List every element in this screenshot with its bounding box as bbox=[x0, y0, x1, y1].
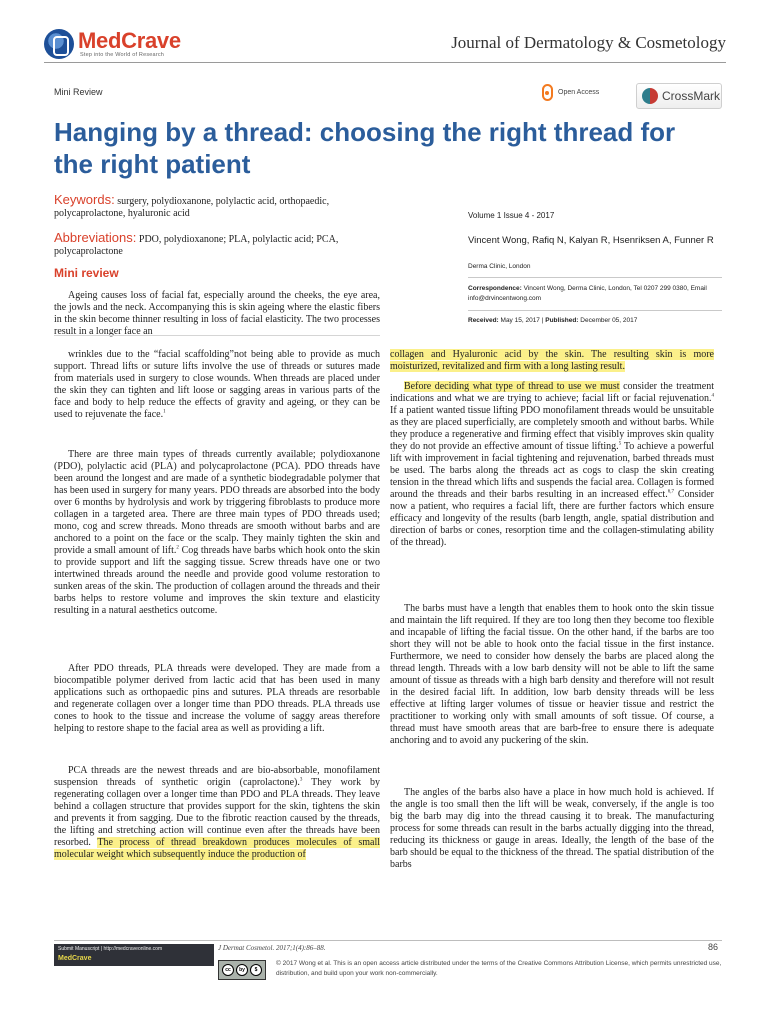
text: To achieve a powerful lift with improvement in facial tightening and rejuvenation, barbed threads must be used. The barbs along the threads act as cogs to clasp the skin creating tension in the thread which lifts and suspends the facial area. Collagen is formed around the threads and their barbs resulting in an increased effect. bbox=[390, 441, 714, 500]
text: wrinkles due to the “facial scaffolding”not being able to provide as much support. Thread lifts or suture lifts involve the use of threads or sutures made from materials used in surgery to close wounds. When threads are placed under the skin they can tighten and lift loose or sagging areas in various parts of the face and body to help reduce the effects of gravity and ageing, or they can be used to rejuvenate the face. bbox=[54, 349, 380, 420]
open-access-icon bbox=[542, 84, 553, 101]
affiliation: Derma Clinic, London bbox=[468, 263, 531, 270]
crossmark-icon bbox=[642, 88, 658, 104]
published-label: Published: bbox=[545, 317, 579, 324]
citation: J Dermat Cosmetol. 2017;1(4):86‒88. bbox=[218, 944, 326, 952]
abbreviations-text: PDO, polydioxanone; PLA, polylactic acid; PCA, polycaprolactone bbox=[54, 234, 339, 257]
authors: Vincent Wong, Rafiq N, Kalyan R, Hsenriksen A, Funner R bbox=[468, 235, 714, 246]
text: There are three main types of threads currently available; polydioxanone (PDO), polylactic acid (PLA) and polycaprolactone (PCA). PDO threads have been around the longest and are made of a synthetic biodegradable polymer that has been used in surgery for many years. PDO threads are absorbed into the body over 6 months by hydrolysis and work by triggering fibroblasts to produce more collagen in a targeted area. There are three main types of PDO threads used; mono, cog and screw threads. Mono threads are smooth without barbs and are anchored to a point on the face or the scalp. They mainly tighten the skin and provide a small amount of lift. bbox=[54, 449, 380, 556]
reference[interactable]: 5 bbox=[618, 441, 622, 447]
text: PCA threads are the newest threads and are bio-absorbable, monofilament suspension threads of synthetic origin (caprolactone). bbox=[54, 765, 380, 788]
right-paragraph-1 bbox=[390, 349, 714, 373]
keywords-text: surgery, polydioxanone, polylactic acid, orthopaedic, polycaprolactone, hyaluronic acid bbox=[54, 196, 330, 219]
text: Cog threads have barbs which hook onto the skin to provide support and lift the sagging tissue. Screw threads have one or two intertwined threads around the needle and provide good volume restoration to sunken areas of the skin. The production of collagen around the threads and their barbs helps to restore volume and improves the skin texture and elasticity resulting in a natural aesthetics outcome. bbox=[54, 545, 381, 616]
reference[interactable]: 3 bbox=[299, 777, 303, 783]
keywords-label: Keywords: bbox=[54, 192, 115, 207]
abbreviations bbox=[54, 232, 380, 258]
by-icon: by bbox=[236, 964, 248, 976]
highlighted-text: Before deciding what type of thread to use we must bbox=[404, 381, 620, 392]
logo-name: MedCrave bbox=[78, 28, 181, 53]
article-title: Hanging by a thread: choosing the right thread for the right patient bbox=[54, 117, 676, 179]
reference[interactable]: 2 bbox=[176, 545, 179, 551]
medcrave-logo[interactable] bbox=[44, 28, 214, 62]
left-paragraph-5 bbox=[54, 765, 380, 861]
reference[interactable]: 4 bbox=[711, 393, 714, 399]
license-text: © 2017 Wong et al. This is an open access article distributed under the terms of the Creative Commons Attribution License, which permits unrestricted use, distribution, and build upon your work non-commercially. bbox=[276, 960, 722, 977]
footer-divider bbox=[54, 940, 722, 941]
cc-icon: cc bbox=[222, 964, 234, 976]
section-heading: Mini review bbox=[54, 266, 119, 280]
submit-manuscript-link[interactable]: Submit Manuscript | http://medcraveonline.com bbox=[58, 946, 163, 952]
left-paragraph-4: After PDO threads, PLA threads were developed. They are made from a biocompatible polymer derived from lactic acid that has been used in many applications such as orthopaedic pins and sutures. PLA threads are resorbable and regenerate collagen over a longer time than PDO threads. PLA threads use cones to hook to the tissue and increase the volume of saggy areas therefore helping to restore shape to the facial area as well as providing a lift. bbox=[54, 663, 380, 734]
text: Consider now a patient, who requires a facial lift, there are further factors which ensure efficacy and longevity of the results (barb length, angle, spatial distribution and direction of barbs or cones, resorption time and the collagen-stimulating ability of the thread). bbox=[390, 489, 714, 548]
page-number: 86 bbox=[707, 942, 718, 952]
text: consider the treatment indications and what we are trying to achieve; facial lift or facial rejuvenation. bbox=[390, 381, 714, 404]
text: If a patient wanted tissue lifting PDO monofilament threads would be unsuitable as they are placed superficially, are completely smooth and without barbs. While they produce a regenerative and firming effect that visibly improves skin quality they do not provide an effective amount of tissue lifting. bbox=[390, 405, 714, 452]
reference[interactable]: 6,7 bbox=[667, 489, 674, 495]
crossmark-button[interactable] bbox=[636, 83, 722, 109]
published-date: December 05, 2017 bbox=[580, 317, 638, 324]
header-divider bbox=[44, 62, 726, 63]
article-type: Mini Review bbox=[54, 87, 103, 97]
journal-name: Journal of Dermatology & Cosmetology bbox=[451, 33, 726, 52]
nc-icon: $ bbox=[250, 964, 262, 976]
reference[interactable]: 1 bbox=[163, 409, 166, 415]
logo-tagline: Step into the World of Research bbox=[80, 52, 165, 58]
text: They work by regenerating collagen over a longer time than PDO and PLA threads. They leave behind a collagen structure that provides support for the skin, tightens the skin and prevents it from sagging. Due to the fibrotic reaction caused by the threads, the lifting and stretching action will continue even after the threads have been resorbed. bbox=[54, 777, 380, 848]
highlighted-text: collagen and Hyaluronic acid by the skin. The resulting skin is more moisturized, revitalized and firm with a long lasting result. bbox=[390, 349, 714, 372]
correspondence-label: Correspondence: bbox=[468, 285, 522, 292]
volume-info: Volume 1 Issue 4 - 2017 bbox=[468, 211, 555, 220]
open-access-badge bbox=[542, 84, 599, 101]
right-paragraph-4: The angles of the barbs also have a place in how much hold is achieved. If the angle is too small then the lift will be weak, conversely, if the angle is too big the barb may dig into the thread causing it to break. The manufacturing process for some threads can result in the barbs actually digging into the thread, reducing its thickness or gauge in areas. Ideally, the length of the base of the barb should be equal to the thickness of the thread. The spatial distribution of the barbs bbox=[390, 787, 714, 870]
column-divider bbox=[54, 335, 380, 336]
meta-divider bbox=[468, 310, 722, 311]
keywords bbox=[54, 194, 380, 220]
left-paragraph-2 bbox=[54, 349, 380, 421]
article-dates: Received: May 15, 2017 | Published: December 05, 2017 bbox=[468, 317, 638, 324]
creative-commons-badge[interactable] bbox=[218, 960, 266, 980]
left-paragraph-3 bbox=[54, 449, 380, 617]
crossmark-label: CrossMark bbox=[662, 89, 721, 103]
highlighted-text: The process of thread breakdown produces molecules of small molecular weight which subsequently induce the production of bbox=[54, 837, 380, 860]
open-access-label: Open Access bbox=[558, 89, 600, 96]
correspondence bbox=[468, 284, 724, 304]
received-label: Received: bbox=[468, 317, 499, 324]
meta-divider bbox=[468, 277, 722, 278]
submit-manuscript-badge[interactable] bbox=[54, 944, 214, 966]
correspondence-text: Vincent Wong, Derma Clinic, London, Tel 0207 299 0380, Email info@drvincentwong.com bbox=[468, 285, 707, 302]
left-paragraph-1: Ageing causes loss of facial fat, especially around the cheeks, the eye area, the jowls and the neck. Accompanying this is skin ageing where the elastic fibers in the skin become thinner resulting in loss of facial elasticity. The two processes result in a longer face an bbox=[54, 290, 380, 337]
footer-logo: MedCrave bbox=[58, 955, 92, 962]
received-date: May 15, 2017 bbox=[500, 317, 540, 324]
abbreviations-label: Abbreviations: bbox=[54, 230, 137, 245]
medcrave-logo-icon bbox=[44, 29, 74, 59]
right-paragraph-2 bbox=[390, 381, 714, 549]
right-paragraph-3: The barbs must have a length that enables them to hook onto the skin tissue and maintain the lift required. If they are too long then they become too flexible and incapable of lifting the facial tissue. On the other hand, if the barbs are too short they will not be able to hook onto the facial tissue in the first instance. Furthermore, we need to consider how densely the barbs are placed along the thread length. Threads with a low barb density will not be able to lift the same amount of tissue as threads with a high barb density and therefore will not result in the desired facial lift. In addition, low barb density threads will be less effective at lifting larger volumes of tissue or heavier tissue and restrict the practitioner to working only with small amounts of soft tissue. Of course, a thread must have smooth areas that are barb-free to ensure there is adequate anchoring and to avoid any puckering of the skin. bbox=[390, 603, 714, 746]
